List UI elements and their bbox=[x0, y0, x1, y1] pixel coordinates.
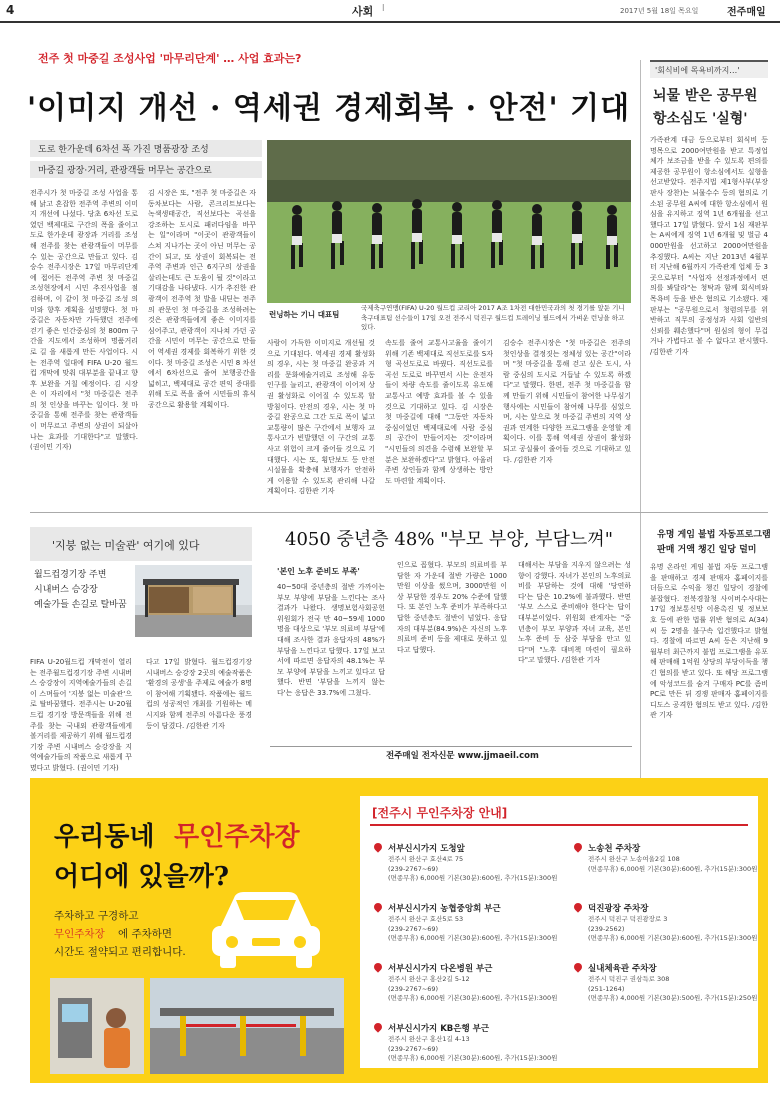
parking-lot-entry bbox=[374, 1016, 564, 1064]
parking-lot-entry bbox=[574, 896, 764, 944]
ad-photo-gate bbox=[150, 978, 344, 1074]
main-sub1: 도로 한가운데 6차선 폭 가진 명품광장 조성 bbox=[38, 145, 209, 155]
art-sub-2: 시내버스 승강장 bbox=[34, 585, 98, 595]
ad-title-line1-a: 우리동네 bbox=[54, 822, 155, 852]
map-pin-icon bbox=[572, 901, 583, 912]
ad-title-line1-b: 무인주차장 bbox=[174, 822, 300, 852]
survey-footer: 전주매일 전자신문 www.jjmaeil.com bbox=[386, 751, 539, 761]
survey-footer-rule bbox=[270, 746, 632, 747]
main-kicker: 전주 첫 마중길 조성사업 '마무리단계' … 사업 효과는? bbox=[38, 52, 302, 65]
parking-lot-detail: (면종무휴) 6,000원 기본(30분):600원, 추가(15분):300원 bbox=[588, 864, 758, 873]
main-col-1: 전주시가 첫 마중길 조성 사업을 통해 낡고 혼잡한 전주역 주변의 이미지 개선에 나섰다. 당초 6차선 도로였던 백제대로 구간의 폭을 줄이고 도로 한가운데 광장과 거리를 조성해 전주를 찾는 관광객들이 머무를 수 있는 공간으로 만들고 있다. 김승수 전주시장은 17일 마무리단계에 접어든 전주역 주변 첫 마중길 조성현장에서 시민 추진사업을 점검하며, 이 같이 첫 마중길 조성 의미와 향후 계획을 설명했다. 첫 마중길은 자동차만 가득했던 전주에 걷기 좋은 인간중심의 첫 800m 구간을 지도에서 조성하며 명품거리로 길 을 새롭게 만든 사업이다. 시는 전주역 일대에 FIFA U-20 월드컵 개막에 맞춰 대부분을 끝내고 향후 보완을 거칠 예정이다. 김 시장은 이 자리에서 "첫 마중길은 전주의 첫 인상을 바꾸는 일이다. 첫 마중길을 통해 전주를 찾는 관광객들이 머무르고 주변의 상권이 되살아나는 효과를 기대한다"고 말했다. (권이민 기자) bbox=[30, 189, 138, 452]
survey-headline: 4050 중년층 48% "부모 부양, 부담느껴" bbox=[285, 529, 613, 550]
section-marker: l bbox=[382, 4, 385, 14]
parking-lot-detail: (면종무휴) 6,000원 기본(30분):600원, 추가(15분):300원 bbox=[388, 994, 558, 1002]
page-header bbox=[0, 0, 780, 20]
parking-lot-detail: (251-1264) bbox=[588, 984, 625, 993]
parking-lot-header bbox=[374, 1016, 564, 1035]
map-pin-icon bbox=[572, 841, 583, 852]
art-kicker: '지붕 없는 미술관' 여기에 있다 bbox=[52, 539, 200, 552]
parking-lot-detail: (면종무휴) 6,000원 기본(30분):600원, 추가(15분):300원 bbox=[388, 1054, 558, 1062]
sidebar-kicker: '회식비에 목욕비까지…' bbox=[655, 66, 740, 75]
map-pin-icon bbox=[372, 1021, 383, 1032]
parking-lot-detail: 전주시 덕진구 권삼득로 308 bbox=[588, 975, 670, 983]
parking-lot-header bbox=[374, 896, 564, 915]
paper-name: 전주매일 bbox=[727, 7, 766, 18]
ad-body-2a: 무인주차장 bbox=[54, 928, 105, 940]
header-rule bbox=[0, 21, 780, 23]
issue-date: 2017년 5월 18일 목요일 bbox=[620, 7, 699, 15]
parking-lot-detail: 전주시 덕진구 덕진광장로 3 bbox=[588, 915, 668, 923]
parking-lot-name: 서부신시가지 농협중앙회 부근 bbox=[388, 904, 501, 914]
art-sub-1: 월드컵경기장 주변 bbox=[34, 570, 107, 580]
survey-subhead: '본인 노후 준비도 부족' bbox=[277, 567, 360, 576]
parking-lot-name: 덕진광장 주차장 bbox=[588, 904, 649, 914]
parking-lot-header bbox=[574, 956, 764, 975]
parking-lot-entry bbox=[374, 896, 564, 944]
main-col-5: 김승수 전주시장은 "첫 마중길은 전주의 첫인상을 결정짓는 정체성 있는 공간"이라며 "첫 마중길을 통해 걷고 싶은 도시, 사람 중심의 도시로 거듭날 수 있도록 하겠다"고 말했다. 한편, 전주 첫 마중길을 함께 만들기 위해 시민들이 참여한 나무심기 행사에는 시민들이 참여해 나무를 심었으며, 시는 앞으로 첫 마중길 주변의 지역 상권과 연계한 다양한 프로그램을 운영할 계획이다. 이를 통해 역세권 상권이 활성화되고 공실률이 줄어들 것으로 기대하고 있다. /김한관 기자 bbox=[503, 339, 631, 464]
parking-lot-header bbox=[374, 956, 564, 975]
parking-gate-illustration bbox=[150, 978, 344, 1074]
map-pin-icon bbox=[572, 961, 583, 972]
bus-stop-illustration bbox=[135, 565, 252, 637]
parking-lot-detail: (면종무휴) 6,000원 기본(30분):600원, 추가(15분):300원 bbox=[588, 934, 758, 942]
parking-lot-header bbox=[374, 836, 564, 855]
parking-lot-detail: (면종무휴) 4,000원 기본(30분):500원, 추가(15분):250원 bbox=[588, 994, 758, 1002]
parking-lot-entry bbox=[574, 956, 764, 1004]
photo-caption: 국제축구연맹(FIFA) U-20 월드컵 코리아 2017 A조 1차전 대한민국과의 첫 경기를 앞둔 기니 축구대표팀 선수들이 17일 오전 전주시 덕진구 월드컵 트레이닝 필드에서 가벼운 런닝을 하고 있다. bbox=[361, 304, 625, 331]
parking-lot-detail: (239-2562) bbox=[588, 924, 625, 933]
sidebar-top-body: 가족관계 대금 등으로부터 회식비 등 명목으로 2000여만원을 받고 특정업체가 보조금을 받을 수 있도록 편의를 제공한 공무원이 항소심에서도 실형을 선고받았다. 전주지법 제1형사부(부장판사 장찬)는 뇌물수수 등의 혐의로 기소된 공무원 A씨에 대한 항소심에서 원심을 유지하고 징역 1년 6개월을 선고했다고 17일 밝혔다. 앞서 1심 재판부는 A씨에게 징역 1년 6개월 및 벌금 4000만원을 선고하고 2000여만원을 추징했다. A씨는 지난 2013년 4월부터 지난해 6월까지 가족관계 업체 등 3곳으로부터 "사업자 선정과정에서 편의를 봐달라"는 청탁과 함께 회식비와 목욕비 등을 받은 혐의로 기소됐다. 재판부는 "공무원으로서 청렴의무를 위반하고 직무의 공정성과 사회 일반의 신뢰를 훼손했다"며 원심의 형이 무겁거나 가볍다고 볼 수 없다고 판시했다. /김한관 기자 bbox=[650, 136, 768, 356]
photo-label: 런닝하는 기니 대표팀 bbox=[269, 310, 340, 319]
art-sub-3: 예술가들 손길로 탈바꿈 bbox=[34, 600, 127, 610]
parking-lot-detail: 전주시 완산구 노송여울2길 108 bbox=[588, 855, 680, 863]
ad-right-list bbox=[560, 796, 758, 1068]
parking-lot-header bbox=[574, 896, 764, 915]
sidebar-title-2: 항소심도 '실형' bbox=[653, 111, 748, 127]
page-number: 4 bbox=[6, 3, 15, 17]
main-col-3: 사람이 가득한 이미지로 개선될 것으로 기대된다. 역세권 경제 활성화의 경우, 시는 첫 마중길 완공과 거리를 문화예술거리로 조성해 유동인구를 늘리고, 관광객이 이어져 상권 활성화로 이어질 수 있도록 할 방침이다. 안전의 경우, 시는 첫 마중길 완공으로 그간 도로 폭이 넓고 교통량이 많은 구간에서 보행자 교통사고가 빈발했던 이 구간의 교통사고 위험이 크게 줄어들 것으로 기대했다. 시는 또, 횡단보도 등 안전시설물을 확충해 보행자가 안전하게 이용할 수 있도록 관리해 나갈 계획이다. 김한관 기자 bbox=[267, 339, 375, 496]
parking-lot-detail: 전주시 완산구 홍산1길 4-13 bbox=[388, 1035, 470, 1043]
parking-lot-detail: (239-2767~69) bbox=[388, 924, 439, 933]
main-photo bbox=[267, 140, 631, 303]
main-headline: '이미지 개선 · 역세권 경제회복 · 안전' 기대 bbox=[27, 91, 631, 126]
map-pin-icon bbox=[372, 961, 383, 972]
parking-ad bbox=[30, 778, 768, 1083]
sidebar-bottom-body: 유명 온라인 게임 불법 자동 프로그램을 판매하고 경제 판매자 홈페이지를 더듬으로 수익을 챙긴 일당이 경찰에 붙잡혔다. 전북경찰청 사이버수사대는 17일 정보통신망 이용촉진 및 정보보호 등에 관한 법률 위반 혐의로 A(34)씨 등 2명을 불구속 입건했다고 밝혔다. 경찰에 따르면 A씨 등은 지난해 9월부터 최근까지 불법 프로그램을 유포해 판매해 1억원 상당의 부당이득을 챙긴 혐의를 받고 있다. 또 해당 프로그램에 악성코드를 숨겨 구매자 PC를 좀비PC로 만든 뒤 경쟁 판매자 홈페이지를 디도스 공격한 혐의도 받고 있다. /김한관 기자 bbox=[650, 563, 768, 720]
map-pin-icon bbox=[372, 841, 383, 852]
map-pin-icon bbox=[372, 901, 383, 912]
car-icon bbox=[206, 882, 326, 974]
sidebar-bottom-title-2: 판매 거액 챙긴 일당 덜미 bbox=[657, 545, 757, 555]
ad-title-line2: 어디에 있을까? bbox=[54, 862, 229, 892]
parking-lot-detail: (239-2767~69) bbox=[388, 984, 439, 993]
parking-lot-detail: 전주시 완산구 효산5로 53 bbox=[388, 915, 464, 923]
ad-body-1: 주차하고 구경하고 bbox=[54, 910, 139, 922]
main-sub2: 마중길 광장·거리, 관광객들 머무는 공간으로 bbox=[38, 166, 212, 176]
parking-lot-name: 서부신시가지 KB은행 부근 bbox=[388, 1024, 490, 1034]
parking-lot-entry bbox=[374, 836, 564, 884]
ad-photo-kiosk bbox=[50, 978, 144, 1074]
parking-lot-name: 서부신시가지 도청앞 bbox=[388, 844, 465, 854]
sidebar-bottom-title-1: 유명 게임 불법 자동프로그램 bbox=[657, 530, 771, 540]
main-col-2: 김 시장은 또, "전주 첫 마중길은 자동차보다는 사람, 콘크리트보다는 녹색생태공간, 직선보다는 곡선을 강조하는 도시로 패러다임을 바꾸는 일"이라며 "이곳이 관광객들이 스쳐 지나가는 곳이 아닌 머무는 공간이 되고, 또 상권이 회복되는 전주역 주변과 인근 6지구의 상권을 살리는데도 큰 도움이 될 것"이라고 기대감을 나타냈다. 시가 추진한 관광객이 전주역 첫 발을 내딛는 전주의 관문인 첫 마중길을 조성하려는 것은 관광객들에게 좋은 이미지를 심어주고, 관광객이 지나쳐 가던 공간을 시민이 머무는 공간으로 만들어 역세권 경제를 회복하기 위한 것이다. 첫 마중길 조성은 시민 8 차선에서 6차선으로 줄여 보행공간을 넓히고, 백제대로 공간 편익 증대를 위해 도로 폭을 줄여 시민들의 휴식 공간으로 활용할 계획이다. bbox=[148, 189, 256, 409]
parking-lot-name: 노송천 주차장 bbox=[588, 844, 641, 854]
parking-lot-name: 서부신시가지 다온병원 부근 bbox=[388, 964, 493, 974]
bus-stop-photo bbox=[135, 565, 252, 637]
art-col-2: 다고 17일 밝혔다. 월드컵경기장 시내버스 승강장 2곳의 예술작품은 '환경의 공생'을 주제로 예술가 8명이 참여해 기획됐다. 작품에는 월드컵의 성공적인 개최를 기원하는 메시지와 함께 전주의 아름다운 풍경 등이 담겼다. /김한관 기자 bbox=[146, 658, 252, 730]
runners-photo-illustration bbox=[267, 140, 631, 303]
parking-lot-entry bbox=[574, 836, 764, 874]
survey-col-2: 인으로 꼽혔다. 부모의 의료비를 부담한 자 가운데 절반 가량은 1000만원 이상을 썼으며, 3000만원 이상 부담한 경우도 20% 수준에 달했다. 또 본인 노후 준비가 부족하다고 답한 중년층도 절반이 넘었다. 응답자의 대부분(84.9%)은 자신의 노후 의료비 준비 등을 제대로 못하고 있다고 답했다. bbox=[397, 561, 507, 654]
ad-info-panel bbox=[360, 796, 758, 1068]
parking-lot-detail: 전주시 완산구 효산4로 75 bbox=[388, 855, 464, 863]
ad-panel-title: [전주시 무인주차장 안내] bbox=[372, 806, 508, 820]
parking-lot-detail: (면종무휴) 6,000원 기본(30분):600원, 추가(15분):300원 bbox=[388, 874, 558, 882]
section-name: 사회 bbox=[352, 5, 374, 18]
parking-lot-entry bbox=[374, 956, 564, 1004]
sidebar-title-1: 뇌물 받은 공무원 bbox=[653, 88, 758, 104]
parking-lot-detail: (239-2767~69) bbox=[388, 864, 439, 873]
survey-col-3: 대해서는 부담을 지우지 않으려는 성향이 강했다. 자녀가 본인의 노후의료비를 부담하는 것에 대해 '당연하다'는 답은 10.2%에 불과했다. 반면 '부모 스스로 준비해야 한다'는 답이 대부분이었다. 위원회 관계자는 "중년층이 부모 부양과 자녀 교육, 본인 노후 준비 등 삼중 부담을 안고 있다"며 "노후 대비책 마련이 필요하다"고 말했다. /김한관 기자 bbox=[518, 561, 631, 665]
parking-lot-detail: 전주시 완산구 홍산2길 5-12 bbox=[388, 975, 470, 983]
ad-body-3: 시간도 절약되고 편리합니다. bbox=[54, 946, 186, 958]
section-rule-1 bbox=[30, 512, 768, 513]
parking-lot-header bbox=[574, 836, 764, 855]
ad-left-list bbox=[360, 796, 560, 1068]
parking-lot-name: 실내체육관 주차장 bbox=[588, 964, 657, 974]
main-col-4: 속도를 줄여 교통사고율을 줄이기 위해 기존 백제대로 직선도로를 S자형 곡선도로로 바꿨다. 직선도로를 곡선 도로로 바꾸면서 시는 운전자들이 차량 속도를 줄이도록 유도해 교통사고 예방 효과를 볼 수 있을 것으로 기대하고 있다. 김 시장은 첫 마중길에 대해 "그동안 자동차 중심이었던 백제대로에 사람 중심의 공간이 만들어지는 것"이라며 "시민들의 의견을 수렴해 보완할 부분은 보완하겠다"고 밝혔다. 아울러 주변 상인들과 함께 상생하는 방안도 마련할 계획이다. bbox=[385, 339, 494, 485]
parking-lot-detail: (면종무휴) 6,000원 기본(30분):600원, 추가(15분):300원 bbox=[388, 934, 558, 942]
kiosk-illustration bbox=[50, 978, 144, 1074]
parking-lot-detail: (239-2767~69) bbox=[388, 1044, 439, 1053]
ad-body-2b: 에 주차하면 bbox=[118, 928, 173, 940]
art-col-1: FIFA U-20월드컵 개막전이 열리는 전주월드컵경기장 주변 시내버스 승강장이 지역예술가들의 손길이 스며들어 '지붕 없는 미술관'으로 탈바꿈했다. 전주시는 U-20월드컵 경기장 방문객들을 위해 전주를 찾는 국내외 관광객들에게 볼거리를 제공하기 위해 월드컵경기장 주변 시내버스 승강장을 지역예술가들의 작품으로 새롭게 꾸몄다고 밝혔다. (권이민 기자) bbox=[30, 658, 132, 772]
survey-col-1: 40~50대 중년층의 절반 가까이는 부모 부양에 부담을 느낀다는 조사 결과가 나왔다. 생명보험사회공헌위원회가 전국 만 40~59세 1000명을 대상으로 '부모 의료비 부담'에 대해 조사한 결과 응답자의 48%가 부담을 느낀다고 답했다. 17일 보고서에 따르면 응답자의 48.1%는 부모 부양에 부담을 느끼고 있다고 답했다. 반면 '부담을 느끼지 않는다'는 응답은 33.7%에 그쳤다. bbox=[277, 583, 385, 697]
